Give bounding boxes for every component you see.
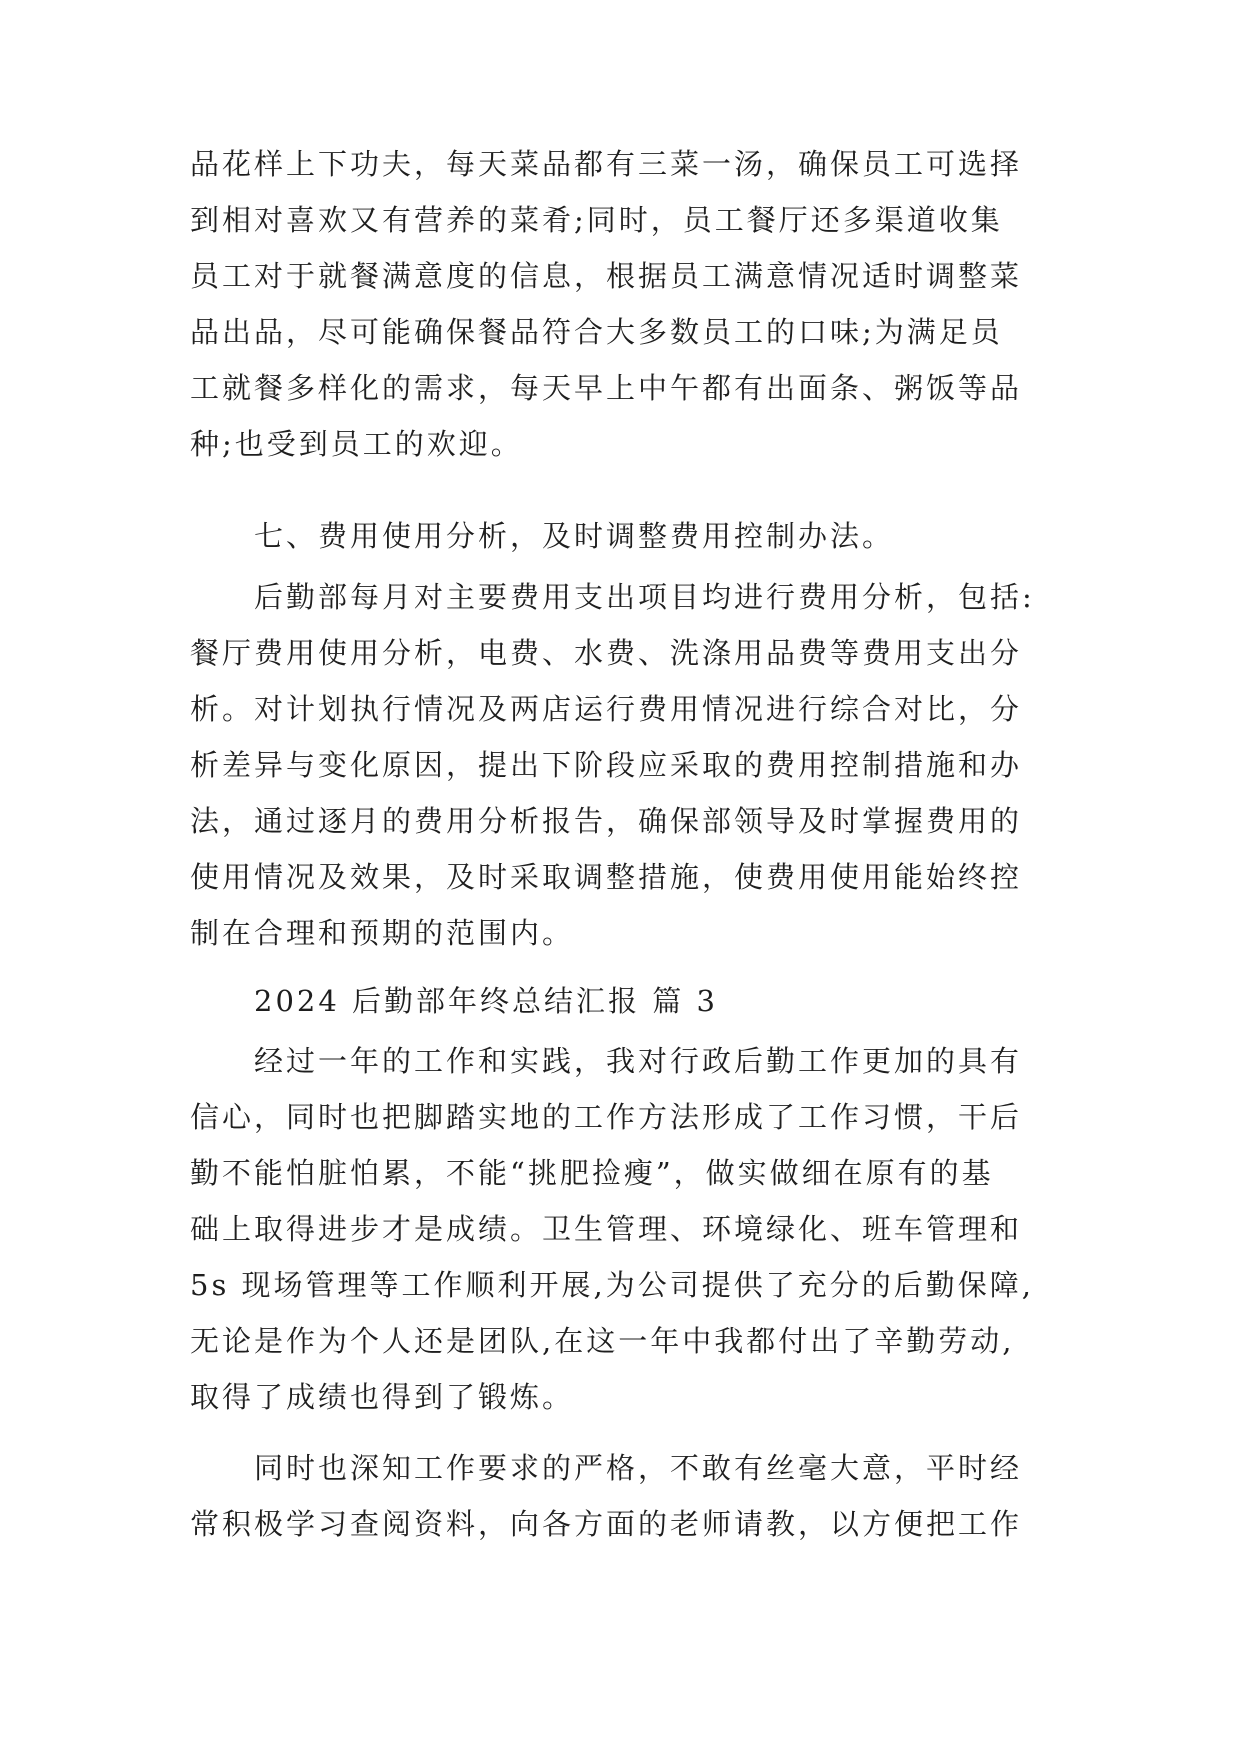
report-title-part-3 bbox=[190, 973, 1050, 1029]
report-title: 2024 后勤部年终总结汇报 篇 3 bbox=[254, 984, 718, 1018]
paragraph-canteen bbox=[190, 136, 1050, 472]
text-line: 5s 现场管理等工作顺利开展,为公司提供了充分的后勤保障, bbox=[190, 1268, 1034, 1302]
text-line: 法，通过逐月的费用分析报告，确保部领导及时掌握费用的 bbox=[190, 804, 1023, 838]
text-line: 品花样上下功夫，每天菜品都有三菜一汤，确保员工可选择 bbox=[190, 147, 1023, 181]
text-line: 餐厅费用使用分析，电费、水费、洗涤用品费等费用支出分 bbox=[190, 636, 1023, 670]
text-line: 无论是作为个人还是团队,在这一年中我都付出了辛勤劳动, bbox=[190, 1324, 1015, 1358]
text-line: 品出品，尽可能确保餐品符合大多数员工的口味;为满足员 bbox=[190, 315, 1003, 349]
text-line: 到相对喜欢又有营养的菜肴;同时，员工餐厅还多渠道收集 bbox=[190, 203, 1003, 237]
paragraph-experience bbox=[190, 1033, 1050, 1425]
text-line: 取得了成绩也得到了锻炼。 bbox=[190, 1380, 575, 1414]
section-heading: 七、费用使用分析，及时调整费用控制办法。 bbox=[254, 519, 895, 553]
text-line: 同时也深知工作要求的严格，不敢有丝毫大意，平时经 bbox=[254, 1451, 1023, 1485]
text-line: 种;也受到员工的欢迎。 bbox=[190, 427, 523, 461]
text-line: 勤不能怕脏怕累，不能“挑肥捡瘦”，做实做细在原有的基 bbox=[190, 1156, 994, 1190]
paragraph-cost-analysis bbox=[190, 569, 1050, 961]
text-line: 使用情况及效果，及时采取调整措施，使费用使用能始终控 bbox=[190, 860, 1023, 894]
paragraph-strict-requirements bbox=[190, 1440, 1050, 1552]
text-line: 析差异与变化原因，提出下阶段应采取的费用控制措施和办 bbox=[190, 748, 1023, 782]
text-line: 础上取得进步才是成绩。卫生管理、环境绿化、班车管理和 bbox=[190, 1212, 1023, 1246]
text-line: 员工对于就餐满意度的信息，根据员工满意情况适时调整菜 bbox=[190, 259, 1023, 293]
text-line: 工就餐多样化的需求，每天早上中午都有出面条、粥饭等品 bbox=[190, 371, 1023, 405]
text-line: 后勤部每月对主要费用支出项目均进行费用分析，包括: bbox=[254, 580, 1035, 614]
text-line: 析。对计划执行情况及两店运行费用情况进行综合对比，分 bbox=[190, 692, 1023, 726]
text-line: 制在合理和预期的范围内。 bbox=[190, 916, 575, 950]
text-line: 经过一年的工作和实践，我对行政后勤工作更加的具有 bbox=[254, 1044, 1023, 1078]
text-line: 常积极学习查阅资料，向各方面的老师请教，以方便把工作 bbox=[190, 1507, 1023, 1541]
text-line: 信心，同时也把脚踏实地的工作方法形成了工作习惯，干后 bbox=[190, 1100, 1023, 1134]
section-heading-seven bbox=[190, 508, 1050, 564]
